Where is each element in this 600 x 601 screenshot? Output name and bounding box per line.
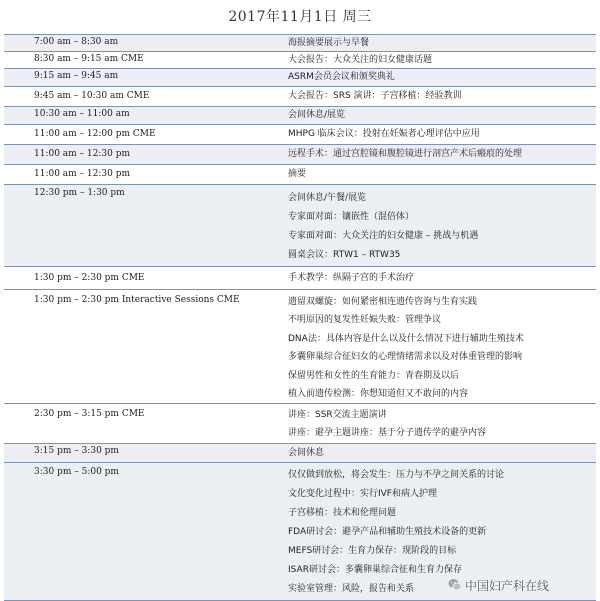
- page-title: 2017年11月1日 周三: [228, 9, 372, 25]
- table-row: [4, 124, 596, 144]
- session-title: 专家面对面：大众关注的妇女健康 – 挑战与机遇: [288, 231, 479, 241]
- session-title: 讲座：避孕主题讲座：基于分子遗传学的避孕内容: [288, 428, 487, 438]
- session-title: 大会报告：大众关注的妇女健康话题: [288, 55, 433, 65]
- time-cell: 11:00 am – 12:30 pm: [34, 149, 131, 159]
- time-cell: 1:30 pm – 2:30 pm Interactive Sessions CME: [34, 295, 240, 305]
- table-row: [4, 106, 596, 124]
- table-row: [4, 289, 596, 403]
- time-cell: 9:15 am – 9:45 am: [34, 71, 119, 81]
- session-title: 多囊卵巢综合征妇女的心理情绪需求以及对体重管理的影响: [288, 352, 523, 363]
- table-row: [4, 34, 596, 51]
- session-title: ASRM会员会议和颁奖典礼: [288, 72, 395, 82]
- time-cell: 7:00 am – 8:30 am: [34, 37, 119, 47]
- time-cell: 2:30 pm – 3:15 pm CME: [34, 409, 145, 419]
- session-title: 圆桌会议：RTW1 – RTW35: [288, 250, 401, 260]
- schedule-table: [4, 34, 596, 601]
- session-title: 远程手术：通过宫腔镜和腹腔镜进行剖宫产术后瘢痕的处理: [288, 149, 523, 159]
- table-row: [4, 164, 596, 184]
- table-row: [4, 184, 596, 266]
- table-row: [4, 266, 596, 289]
- session-title: 文化变化过程中：实行IVF和病人护理: [288, 489, 437, 499]
- session-title: 讲座：SSR交流主题演讲: [288, 410, 387, 420]
- session-title: 会间休息: [288, 448, 325, 458]
- session-title: DNA法：具体内容是什么以及什么情况下进行辅助生殖技术: [288, 333, 524, 344]
- time-cell: 10:30 am – 11:00 am: [34, 109, 130, 119]
- time-cell: 11:00 am – 12:30 pm: [34, 169, 131, 179]
- watermark: [448, 576, 549, 594]
- session-title: ISAR研讨会：多囊卵巢综合征和生育力保存: [288, 565, 462, 575]
- wechat-icon: [448, 578, 462, 592]
- time-cell: 12:30 pm – 1:30 pm: [34, 188, 125, 198]
- session-title: 手术教学：纵隔子宫的手术治疗: [288, 273, 415, 283]
- time-cell: 1:30 pm – 2:30 pm CME: [34, 273, 145, 283]
- watermark-text: 中国妇产科在线: [465, 578, 550, 593]
- time-cell: 11:00 am – 12:00 pm CME: [34, 129, 156, 139]
- table-row: [4, 144, 596, 164]
- session-title: 海报摘要展示与早餐: [288, 38, 370, 48]
- time-cell: 9:45 am – 10:30 am CME: [34, 91, 150, 101]
- time-cell: 3:30 pm – 5:00 pm: [34, 467, 119, 477]
- table-row: [4, 443, 596, 462]
- session-title: 会间休息/午餐/展览: [288, 193, 367, 203]
- session-title: 摘要: [288, 169, 307, 179]
- table-row: [4, 51, 596, 68]
- session-title: 子宫移植：技术和伦理问题: [288, 508, 397, 518]
- session-title: 实验室管理：风险，报告和关系: [288, 584, 415, 594]
- time-cell: 8:30 am – 9:15 am CME: [34, 54, 144, 64]
- session-title: 会间休息/展览: [288, 110, 346, 120]
- session-title: MEFS研讨会：生育力保存：现阶段的目标: [288, 546, 457, 556]
- table-row: [4, 68, 596, 86]
- session-title: 仅仅做到放松，将会发生：压力与不孕之间关系的讨论: [288, 470, 505, 480]
- time-cell: 3:15 pm – 3:30 pm: [34, 446, 119, 456]
- session-title: 保留男性和女性的生育能力：青春期及以后: [288, 370, 460, 381]
- session-title: FDA研讨会：避孕产品和辅助生殖技术设备的更新: [288, 527, 487, 537]
- session-title: 大会报告：SRS 演讲：子宫移植：经验教训: [288, 91, 462, 101]
- session-title: 不明原因的复发性妊娠失败：管理争议: [288, 315, 442, 326]
- session-title: 植入前遗传检测：你想知道但又不敢问的内容: [288, 389, 469, 400]
- session-title: 专家面对面：镶嵌性（混倍体）: [288, 212, 415, 222]
- session-title: MHPG 临床会议：投射在妊娠者心理评估中应用: [288, 129, 480, 139]
- table-row: [4, 86, 596, 106]
- session-title: 遗留双螺旋：如何紧密相连遗传咨询与生育实践: [288, 297, 478, 307]
- table-row: [4, 403, 596, 443]
